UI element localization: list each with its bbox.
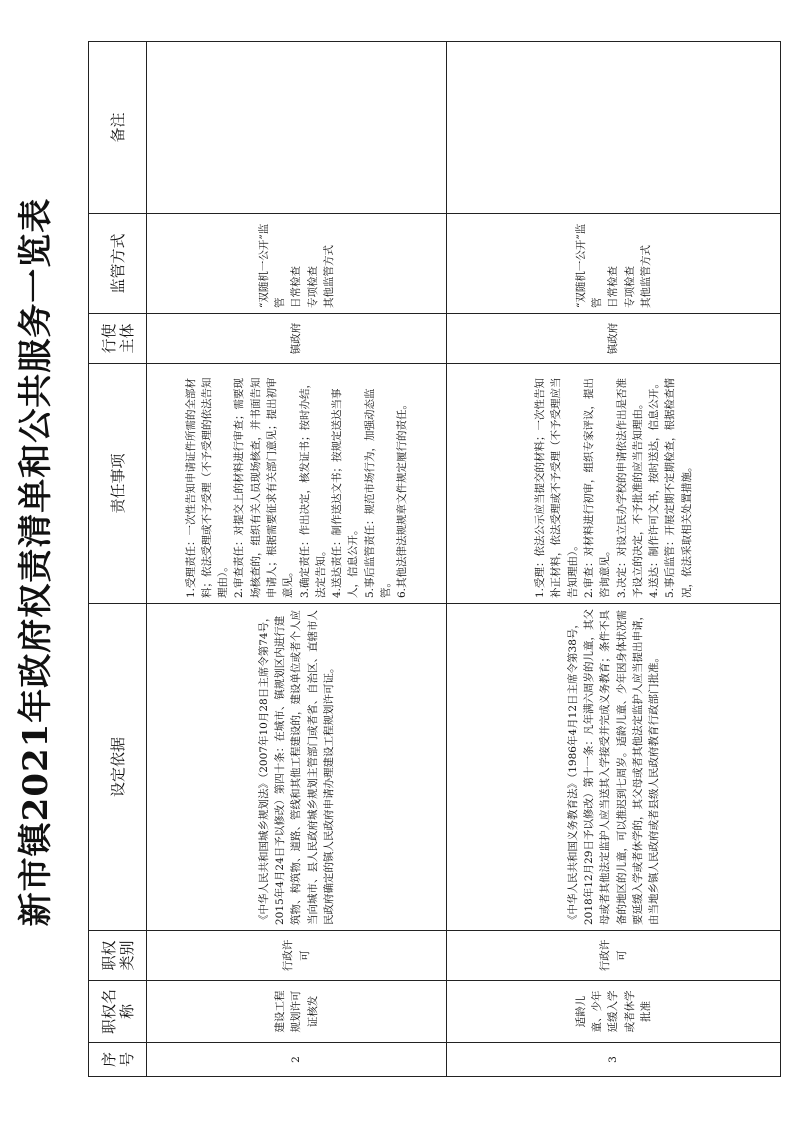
header-index: 序号 (89, 1043, 147, 1077)
row-category: 行政许可 (147, 931, 447, 981)
table-header-row (89, 42, 147, 1077)
row-remark (147, 42, 447, 214)
header-remark: 备注 (89, 42, 147, 214)
row-index: 2 (147, 1043, 447, 1077)
row-basis: 《中华人民共和国城乡规划法》（2007年10月28日主席令第74号，2015年4月24日予以修改）第四十条：在城市、镇规划区内进行建筑物、构筑物、道路、管线和其他工程建设的，建设单位或者个人应当向城市、县人民政府城乡规划主管部门或者省、自治区、直辖市人民政府确定的镇人民政府申请办理建设工程规划许可证。 (147, 604, 447, 931)
row-name: 建设工程规划许可证核发 (147, 981, 447, 1043)
row-duties: 1.受理：依法公示应当提交的材料；一次性告知补正材料，依法受理或不予受理（不予受理应当告知理由）。 2.审查：对材料进行初审，组织专家评议，提出咨询意见。 3.决定：对设立民办学校的申请依法作出是否准予设立的决定，不予批准的应当告知理由。 4.送达：制作许可文书，按时送达，信息公开。 5.事后监管：开展定期不定期检查，根据检查情况，依法采取相关处置措施。 (447, 364, 781, 604)
header-duties: 责任事项 (89, 364, 147, 604)
header-subject: 行使主体 (89, 314, 147, 364)
row-supervision: “双随机一公开”监管 日常检查 专项检查 其他监管方式 (447, 214, 781, 314)
header-supervision: 监管方式 (89, 214, 147, 314)
row-subject: 镇政府 (147, 314, 447, 364)
row-supervision: “双随机一公开”监管 日常检查 专项检查 其他监管方式 (147, 214, 447, 314)
row-remark (447, 42, 781, 214)
header-name: 职权名称 (89, 981, 147, 1043)
table-row (447, 42, 781, 1077)
row-category: 行政许可 (447, 931, 781, 981)
row-duties: 1.受理责任：一次性告知申请证件所需的全部材料；依法受理或不予受理（不予受理的依法告知理由）。 2.审查责任：对提交上的材料进行审查；需要现场核查的，组织有关人员现场核查，并书面告知申请人；根据需要征求有关部门意见；提出初审意见。 3.确定责任：作出决定，核发证书；按时办结，法定告知。 4.送达责任：制作送达文书；按规定送达当事人，信息公开。 5.事后监管责任：规范市场行为，加强动态监管。 6.其他法律法规规章文件规定履行的责任。 (147, 364, 447, 604)
row-index: 3 (447, 1043, 781, 1077)
table-row (147, 42, 447, 1077)
document-title: 新市镇2021年政府权责清单和公共服务一览表 (16, 197, 56, 927)
responsibility-table (88, 41, 781, 1077)
header-basis: 设定依据 (89, 604, 147, 931)
row-basis: 《中华人民共和国义务教育法》（1986年4月12日主席令第38号，2018年12月29日予以修改）第十一条：凡年满六周岁的儿童，其父母或者其他法定监护人应当送其入学接受并完成义务教育；条件不具备的地区的儿童，可以推迟到七周岁。适龄儿童、少年因身体状况需要延缓入学或者休学的，其父母或者其他法定监护人应当提出申请，由当地乡镇人民政府或者县级人民政府教育行政部门批准。 (447, 604, 781, 931)
header-category: 职权类别 (89, 931, 147, 981)
row-name: 适龄儿童、少年延缓入学或者休学批准 (447, 981, 781, 1043)
row-subject: 镇政府 (447, 314, 781, 364)
